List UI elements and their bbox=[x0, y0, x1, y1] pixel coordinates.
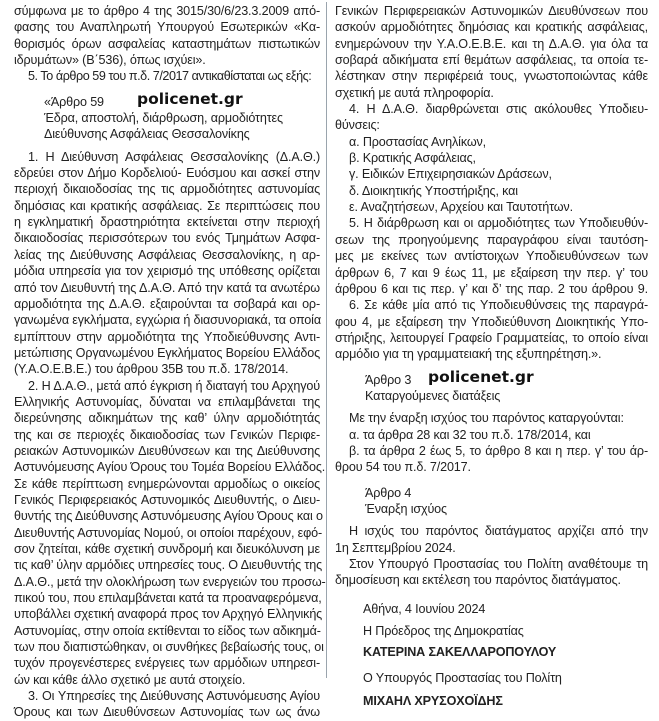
text-line: δημόσιας και κρατικής ασφάλειας. Σε περιπτώσεις που bbox=[14, 198, 320, 213]
text-line: 5. Το άρθρο 59 του π.δ. 7/2017 αντικαθίσταται ως εξής: bbox=[28, 69, 312, 84]
paragraph-2 bbox=[14, 378, 326, 689]
article-subtitle: Έναρξη ισχύος bbox=[365, 501, 447, 516]
text-line: θύνσεις: bbox=[335, 118, 380, 133]
text-line: Αστυνομίας, στην οποία εκτίθενται το είδος των αδικημά- bbox=[14, 623, 321, 638]
spacer bbox=[335, 476, 648, 485]
paragraph-3-continued bbox=[335, 3, 648, 101]
text-line: γανωμένα εγκλήματα, εγχώρια ή διασυνοριακά, τα οποία bbox=[14, 313, 321, 328]
text-line: σοβαρά αδικήματα επί θεμάτων ασφάλειας, τα οποία τε- bbox=[335, 53, 648, 68]
text-line: Στον Υπουργό Προστασίας του Πολίτη αναθέτουμε τη bbox=[349, 557, 648, 571]
text-line: από τον Διευθυντή της Δ.Α.Θ. Από την κατά τα ανωτέρω bbox=[14, 280, 320, 295]
text-line: λέστηκαν στην περιφέρειά τους, γνωστοποιώντας κάθε bbox=[335, 69, 648, 84]
article-title: Άρθρο 4 bbox=[365, 485, 412, 500]
text-line: μες με εκείνες των αντίστοιχων Υποδιευθύνσεων των bbox=[335, 249, 648, 264]
text-line: β. τα άρθρα 2 έως 5, το άρθρο 8 και η περ. γ’ του άρ- bbox=[349, 443, 648, 458]
minister-title: Ο Υπουργός Προστασίας του Πολίτη bbox=[363, 670, 562, 685]
text-line: μετώπισης Οργανωμένου Εγκλήματος Βορείου Ελλάδος bbox=[14, 345, 320, 360]
list-item: α. Προστασίας Ανηλίκων, bbox=[349, 134, 487, 149]
text-line: σον ζητείται, κάθε σχετική συνδρομή και διευκόλυνση με bbox=[14, 542, 320, 556]
text-line: λείας της Διεύθυνσης Ασφάλειας Θεσσαλονίκης, η αρ- bbox=[14, 247, 320, 262]
left-column bbox=[14, 3, 326, 721]
text-line: ιδρυμάτων» (Β΄536), όπως ισχύει». bbox=[14, 53, 206, 68]
text-line: ασκούν αρμοδιότητες δημόσιας και κρατικής ασφάλειας, bbox=[335, 20, 648, 35]
right-column bbox=[335, 3, 648, 709]
text-line: υποβάλλει σχετική αναφορά προς τον Αρχηγό Ελληνικής bbox=[14, 607, 323, 622]
text-line: Ελληνικής Αστυνομίας, δύναται να επιλαμβάνεται της bbox=[14, 394, 320, 409]
paragraph-5 bbox=[335, 215, 648, 297]
article-59-heading bbox=[14, 89, 320, 110]
text-line: τυχόν προγενέστερες ενέργειες των αρμόδιων υπηρεσι- bbox=[14, 656, 320, 671]
signature-block bbox=[335, 601, 648, 710]
article-3-heading bbox=[335, 367, 648, 388]
article-title: Άρθρο 3 bbox=[365, 372, 412, 387]
text-line: Γενικός Περιφερειακός Αστυνομικός Διευθυντής, ο Διευ- bbox=[14, 492, 320, 507]
text-line: Με την έναρξη ισχύος του παρόντος καταργούνται: bbox=[349, 411, 624, 426]
text-line: ών και κάθε άλλο σχετικό με αυτά στοιχείο. bbox=[14, 672, 246, 687]
spacer bbox=[335, 661, 648, 670]
list-item: γ. Ειδικών Επιχειρησιακών Δράσεων, bbox=[349, 167, 552, 182]
text-line: (Υ.Α.Ο.Ε.Β.Ε.) του άρθρου 35Β του π.δ. 178/2014. bbox=[14, 362, 289, 377]
text-line: Γενικών Περιφερειακών Αστυνομικών Διευθύνσεων που bbox=[335, 4, 648, 18]
text-line: η εγκληματική δραστηριότητα εκτείνεται στην περιοχή bbox=[14, 215, 320, 230]
article-subtitle: Διεύθυνσης Ασφάλειας Θεσσαλονίκης bbox=[44, 127, 250, 142]
text-line: σχετική με αυτά πληροφορία. bbox=[335, 85, 494, 100]
article-3-body bbox=[335, 410, 648, 475]
text-line: 5. Η διάρθρωση και οι αρμοδιότητες των Υποδιευθύν- bbox=[349, 216, 648, 231]
watermark-text: policenet.gr bbox=[137, 89, 243, 108]
text-line: Διευθυντής Αστυνομίας Νομού, οι οποίοι παρέχουν, εφό- bbox=[14, 525, 323, 540]
text-line: περιοχή δικαιοδοσίας της τις αρμοδιότητες αστυνομίας bbox=[14, 182, 320, 197]
president-title: Η Πρόεδρος της Δημοκρατίας bbox=[363, 624, 524, 639]
list-item: ε. Αναζητήσεων, Αρχείου και Ταυτοτήτων. bbox=[349, 200, 573, 215]
article-subtitle: Έδρα, αποστολή, διάρθρωση, αρμοδιότητες bbox=[44, 111, 283, 126]
text-line: ρειακών Αστυνομικών Διευθύνσεων και της Διεύθυνσης bbox=[14, 443, 320, 458]
paragraph-1 bbox=[14, 149, 320, 378]
article-subtitle: Καταργούμενες διατάξεις bbox=[365, 388, 501, 403]
text-line: 2. Η Δ.Α.Θ., μετά από έγκριση ή διαταγή του Αρχηγού bbox=[28, 378, 320, 393]
text-line: δικαιοδοσίας περισσότερων του ενός Τμημάτων Ασφα- bbox=[14, 231, 320, 246]
text-line: ενημερώνουν την Υ.Α.Ο.Ε.Β.Ε. και τη Δ.Α.Θ. για όλα τα bbox=[335, 36, 648, 51]
text-line: θυντής της Διεύθυνσης Αστυνόμευσης Αγίου Όρους και ο bbox=[14, 509, 323, 524]
text-line: δημοσίευση και εκτέλεση του παρόντος διατάγματος. bbox=[335, 573, 621, 588]
text-line: των που διαπιστώθηκαν, οι συνθήκες βεβαίωσής τους, οι bbox=[14, 640, 324, 655]
paragraph-4 bbox=[335, 101, 648, 215]
spacer bbox=[335, 589, 648, 601]
text-line: στήριξης, λειτουργεί Γραφείο Γραμματείας, το οποίο είναι bbox=[335, 330, 648, 345]
list-item: δ. Διοικητικής Υποστήριξης, και bbox=[349, 183, 518, 198]
text-line: σεων της προηγούμενης παραγράφου είναι ταυτόση- bbox=[335, 232, 648, 247]
text-line: μόδια υπηρεσία για τον χειρισμό της υπόθεσης ορίζεται bbox=[14, 264, 320, 279]
text-line: πικού του, που επιλαμβάνεται κατά τα προαναφερόμενα, bbox=[14, 591, 322, 606]
text-line: σύμφωνα με το άρθρο 4 της 3015/30/6/23.3.2009 από- bbox=[14, 4, 320, 18]
text-line: 3. Οι Υπηρεσίες της Διεύθυνσης Αστυνόμευσης Αγίου bbox=[28, 689, 320, 704]
text-line: Όρους και των Διευθύνσεων Αστυνομίας των ως άνω bbox=[14, 705, 320, 720]
text-line: της και σε περιοχές δικαιοδοσίας των Γενικών Περιφε- bbox=[14, 427, 320, 442]
place-date: Αθήνα, 4 Ιουνίου 2024 bbox=[363, 601, 486, 616]
minister-name: ΜΙΧΑΗΛ ΧΡΥΣΟΧΟΪΔΗΣ bbox=[363, 694, 503, 709]
text-line: εμπίπτουν στην αρμοδιότητα της Υποδιεύθυνσης Αντι- bbox=[14, 329, 320, 344]
text-line: διερεύνησης αδικημάτων της καθ’ ύλην αρμοδιότητάς bbox=[14, 411, 320, 426]
article-title: «Άρθρο 59 bbox=[44, 94, 104, 109]
text-line: 6. Σε κάθε μία από τις Υποδιευθύνσεις της παραγρά- bbox=[349, 298, 648, 313]
text-line: άρθρων 6, 7 και 9 έως 11, με εξαίρεση την περ. γ’ του bbox=[335, 265, 648, 280]
text-line: τις καθ’ ύλην αρμόδιες υπηρεσίες τους. Ο Διευθυντής της bbox=[14, 558, 322, 573]
text-line: Αστυνόμευσης Αγίου Όρους του Τομέα Βορείου Ελλάδος. bbox=[14, 460, 326, 475]
text-line: 1. Η Διεύθυνση Ασφάλειας Θεσσαλονίκης (Δ.Α.Θ.) bbox=[28, 149, 320, 164]
column-divider bbox=[326, 2, 327, 678]
text-line: θορισμός όρων ασφαλείας καταστημάτων πιστωτικών bbox=[14, 36, 320, 51]
spacer bbox=[335, 686, 648, 693]
paragraph-6 bbox=[335, 297, 648, 362]
text-line: 4. Η Δ.Α.Θ. διαρθρώνεται στις ακόλουθες Υποδιευ- bbox=[349, 102, 648, 117]
text-line: αρμόδιο για τη γραμματειακή της εξυπηρέτηση.». bbox=[335, 347, 602, 362]
paragraph-3 bbox=[14, 688, 320, 721]
text-line: Η ισχύς του παρόντος διατάγματος αρχίζει από την bbox=[349, 524, 648, 539]
text-line: άρθρου 6 και τις περ. γ’ και δ’ της παρ. 2 του άρθρου 9. bbox=[335, 281, 648, 296]
president-name: ΚΑΤΕΡΙΝΑ ΣΑΚΕΛΛΑΡΟΠΟΥΛΟΥ bbox=[363, 645, 557, 660]
watermark-text: policenet.gr bbox=[428, 367, 534, 386]
text-line: φου 4, με εξαίρεση την Υποδιεύθυνση Διοικητικής Υπο- bbox=[335, 314, 648, 329]
text-line: θρου 54 του π.δ. 7/2017. bbox=[335, 460, 471, 475]
text-line: εδρεύει στον Δήμο Κορδελιού- Ευόσμου και ασκεί στην bbox=[14, 166, 320, 181]
article-4-body bbox=[335, 523, 648, 588]
text-line: φασης του Αναπληρωτή Υπουργού Εσωτερικών «Κα- bbox=[14, 20, 320, 35]
text-line: Σε κάθε περίπτωση ενημερώνονται αρμοδίως ο οικείος bbox=[14, 476, 320, 491]
text-line: 1η Σεπτεμβρίου 2024. bbox=[335, 540, 456, 555]
text-line: Δ.Α.Θ., μετά την ολοκλήρωση των ενεργειών του προσω- bbox=[14, 574, 326, 589]
text-line: α. τα άρθρα 28 και 32 του π.δ. 178/2014, και bbox=[349, 427, 591, 442]
list-item: β. Κρατικής Ασφάλειας, bbox=[349, 151, 476, 166]
text-line: αρμοδιότητα της Δ.Α.Θ. εξαιρούνται τα σοβαρά και ορ- bbox=[14, 296, 320, 311]
